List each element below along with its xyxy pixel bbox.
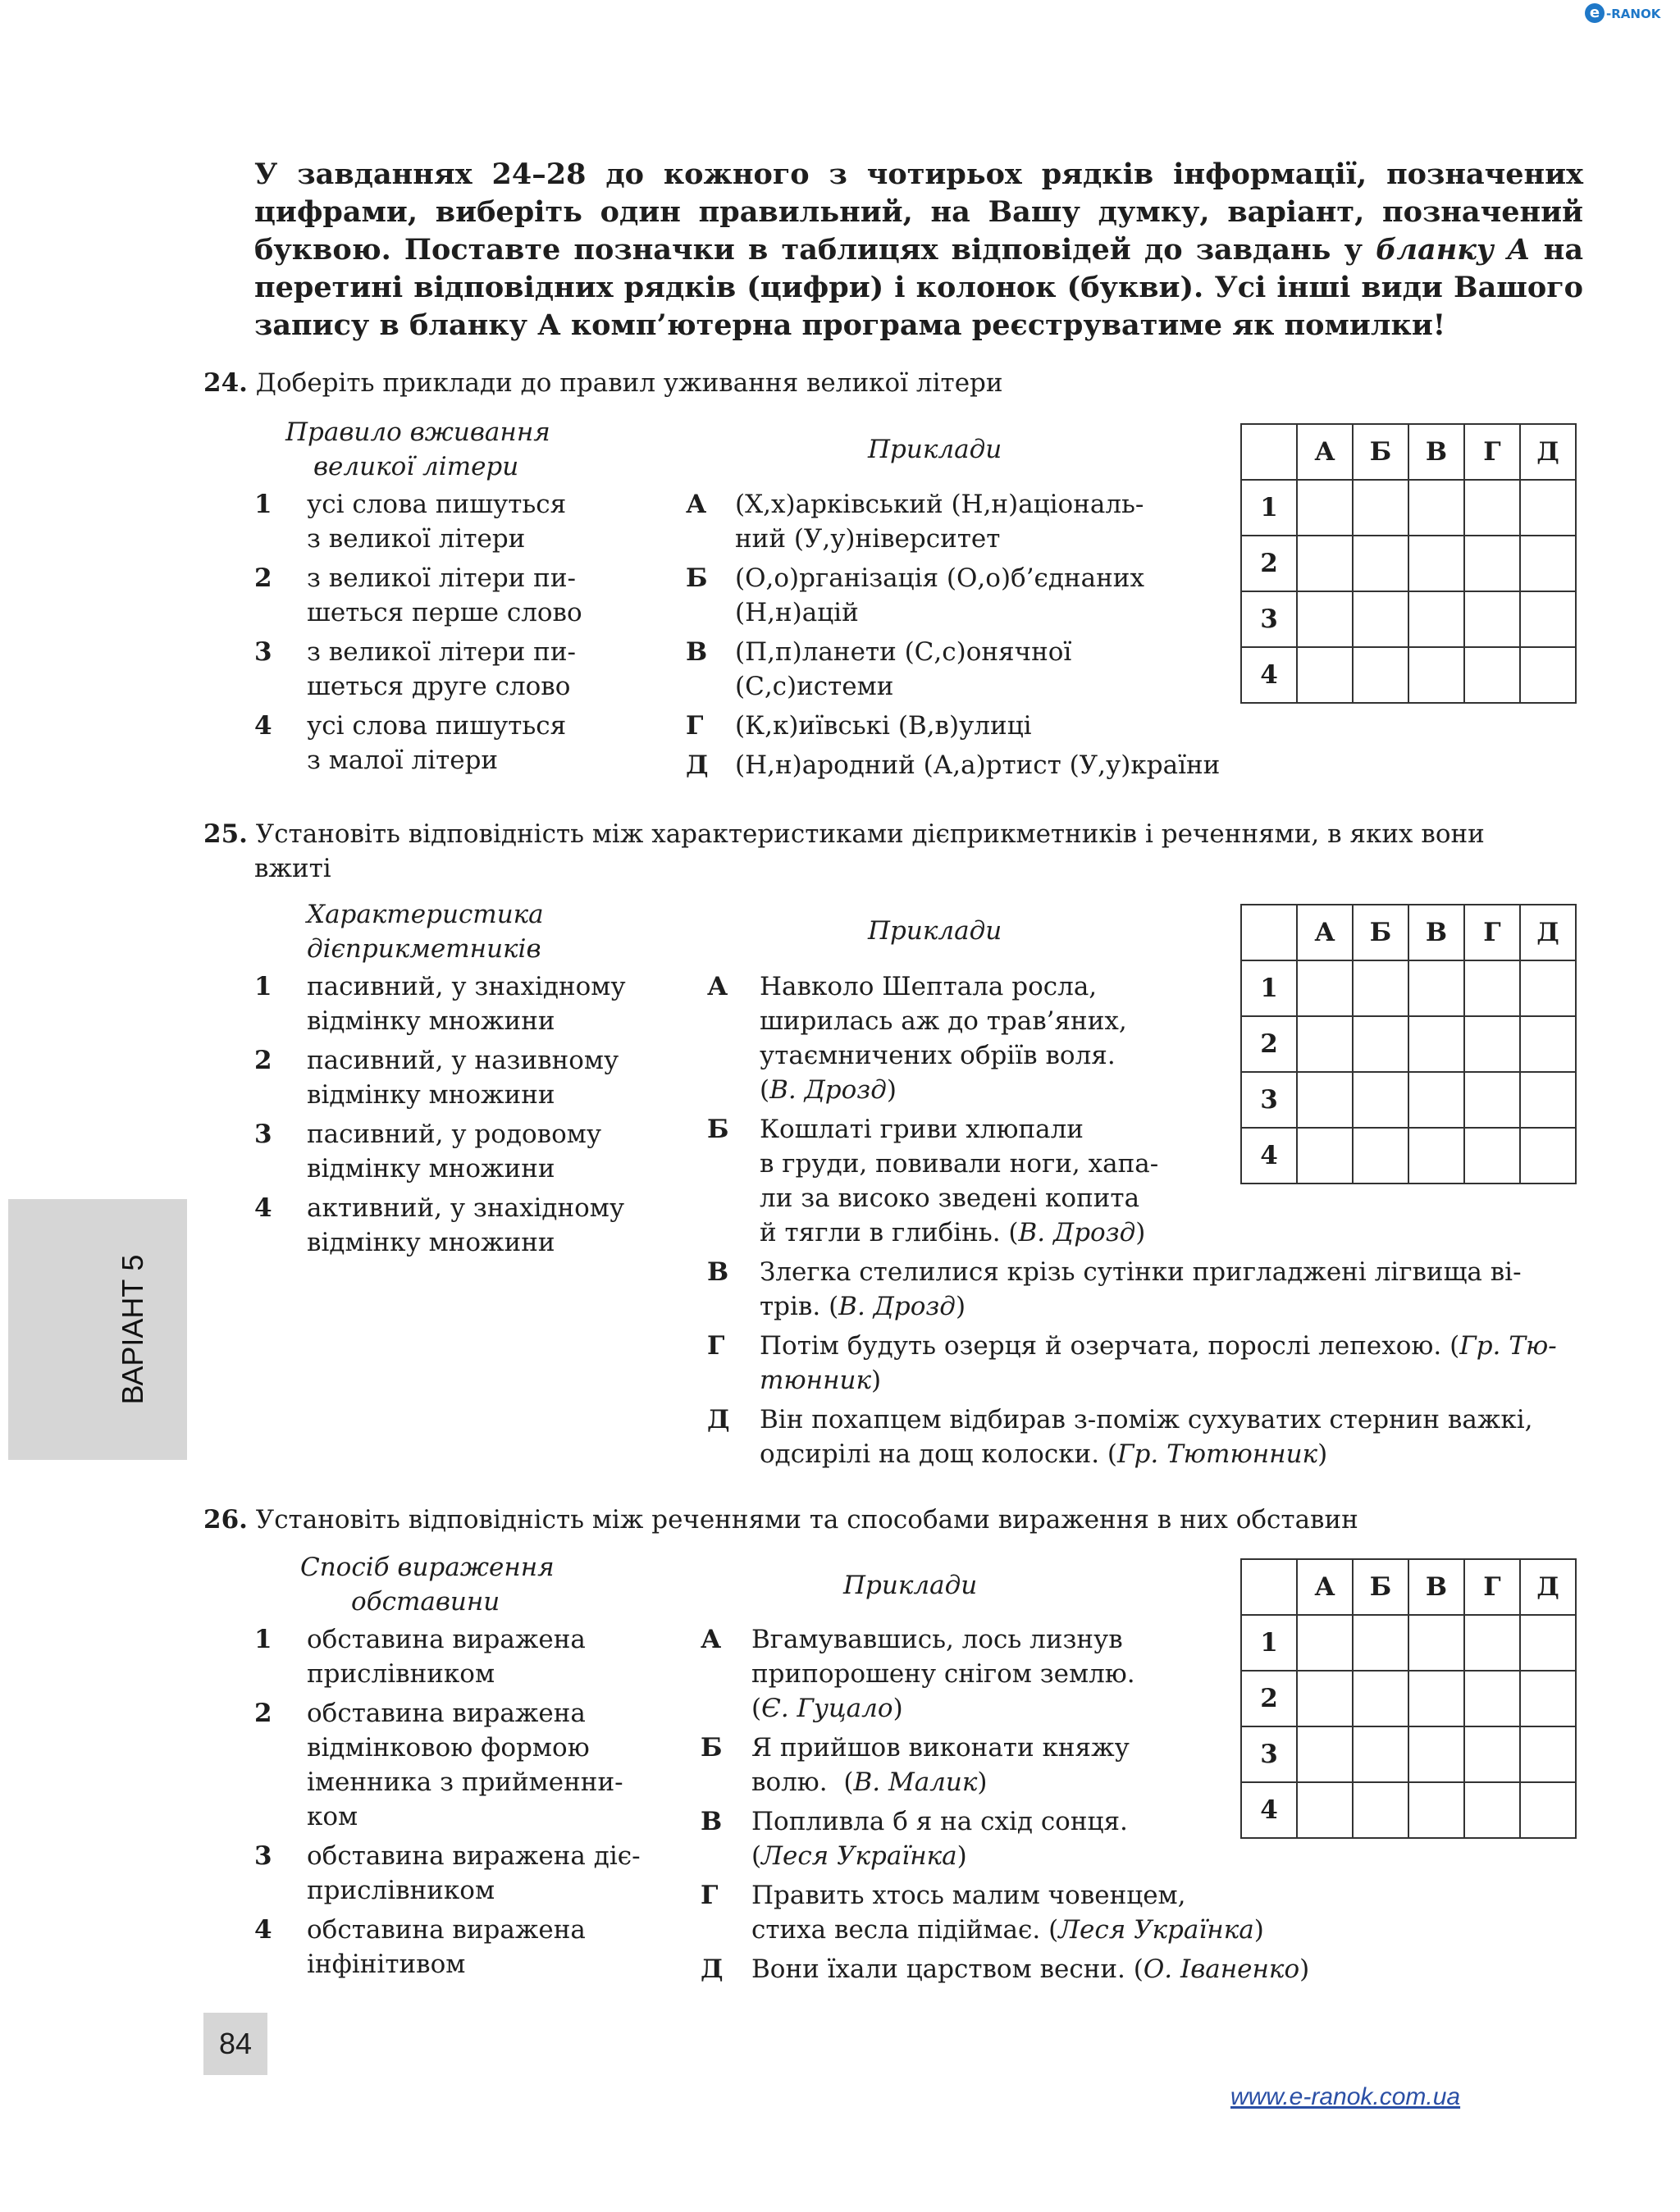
text: ): [886, 1075, 897, 1105]
q25-right-header: Приклади: [868, 916, 1002, 946]
answer-cell[interactable]: [1464, 647, 1520, 703]
q25-rule-num: 4: [254, 1193, 272, 1223]
answer-cell[interactable]: [1353, 1615, 1408, 1671]
q24-rule-line: усі слова пишуться: [307, 711, 567, 741]
answer-cell[interactable]: [1408, 647, 1464, 703]
question-26-title: [203, 1503, 1590, 1537]
instructions-text-1: У завданнях 24–28 до кожного з чотирьох рядків інформації, позначених цифрами, виберіть один правильний, на Вашу думку, варіант, позначений буквою. Поставте позначки в таблицях відповідей до завдань у: [254, 157, 1583, 267]
q25-rule-line: пасивний, у називному: [307, 1046, 619, 1075]
q25-rule-line: активний, у знахідному: [307, 1193, 625, 1223]
grid-row-header: 4: [1241, 1128, 1297, 1184]
answer-cell[interactable]: [1520, 1671, 1576, 1726]
q24-example-letter: Д: [686, 750, 709, 780]
logo-letter: e: [1585, 3, 1605, 23]
answer-cell[interactable]: [1297, 1016, 1353, 1072]
answer-cell[interactable]: [1520, 1128, 1576, 1184]
q24-example-letter: Б: [686, 563, 708, 593]
q25-example-line: в груди, повивали ноги, хапа-: [760, 1149, 1159, 1179]
instructions-italic: бланку А: [1376, 233, 1531, 267]
q26-example-line: [751, 1839, 967, 1873]
instructions: [254, 156, 1583, 344]
grid-col-header: Д: [1520, 424, 1576, 480]
q24-example-letter: А: [686, 490, 707, 519]
q24-example-line: ний (У,у)ніверситет: [735, 524, 1001, 554]
text: ): [1135, 1218, 1146, 1247]
answer-cell[interactable]: [1408, 1072, 1464, 1128]
author: В. Дрозд: [1018, 1218, 1136, 1247]
text: (: [760, 1075, 770, 1105]
q26-left-header-2: обставини: [351, 1587, 500, 1617]
q25-example-line: ли за високо зведені копита: [760, 1184, 1140, 1213]
q25-left-header-1: Характеристика: [307, 900, 544, 929]
text: ): [871, 1366, 882, 1395]
q26-left-header-1: Спосіб вираження: [300, 1553, 555, 1582]
grid-corner: [1241, 1559, 1297, 1615]
q25-example-line: [760, 1437, 1327, 1471]
q25-example-line: [760, 1289, 966, 1324]
answer-cell[interactable]: [1353, 1671, 1408, 1726]
grid-col-header: В: [1408, 905, 1464, 960]
grid-row-header: 2: [1241, 536, 1297, 591]
q26-rule-line: інфінітивом: [307, 1950, 466, 1979]
text: (: [751, 1841, 762, 1871]
answer-cell[interactable]: [1464, 1671, 1520, 1726]
answer-cell[interactable]: [1353, 1128, 1408, 1184]
q25-example-line: Він похапцем відбирав з-поміж сухуватих стернин важкі,: [760, 1405, 1533, 1434]
answer-cell[interactable]: [1353, 1726, 1408, 1782]
grid-corner: [1241, 905, 1297, 960]
q24-right-header: Приклади: [868, 435, 1002, 464]
q24-example-line: (Н,н)ародний (А,а)ртист (У,у)країни: [735, 750, 1221, 780]
q26-example-letter: Д: [701, 1954, 724, 1984]
answer-cell[interactable]: [1520, 1615, 1576, 1671]
q26-rule-num: 1: [254, 1625, 272, 1654]
q24-example-letter: В: [686, 637, 708, 667]
q24-example-letter: Г: [686, 711, 704, 741]
answer-cell[interactable]: [1297, 1072, 1353, 1128]
q26-answer-grid: [1240, 1558, 1577, 1839]
answer-cell[interactable]: [1464, 1615, 1520, 1671]
q26-right-header: Приклади: [843, 1571, 978, 1600]
q26-rule-num: 2: [254, 1699, 272, 1728]
grid-row-header: 2: [1241, 1671, 1297, 1726]
question-text: Установіть відповідність між характеристиками дієприкметників і реченнями, в яких вони: [255, 819, 1485, 849]
text: одсирілі на дощ колоски. (: [760, 1439, 1118, 1469]
grid-row-header: 3: [1241, 1726, 1297, 1782]
answer-cell[interactable]: [1297, 647, 1353, 703]
text: (: [751, 1694, 762, 1723]
text: волю. (: [751, 1767, 854, 1797]
answer-cell[interactable]: [1408, 1726, 1464, 1782]
q24-rule-line: усі слова пишуться: [307, 490, 567, 519]
q26-rule-num: 3: [254, 1841, 272, 1871]
q25-example-letter: Г: [707, 1331, 725, 1361]
answer-cell[interactable]: [1520, 480, 1576, 536]
grid-col-header: Г: [1464, 424, 1520, 480]
variant-label: ВАРІАНТ 5: [116, 1254, 149, 1405]
q25-rule-line: пасивний, у родовому: [307, 1120, 602, 1149]
q26-example-line: Править хтось малим човенцем,: [751, 1881, 1186, 1910]
answer-cell[interactable]: [1297, 536, 1353, 591]
author: Леся Українка: [761, 1841, 957, 1871]
q26-rule-line: відмінковою формою: [307, 1733, 590, 1763]
grid-row-header: 3: [1241, 1072, 1297, 1128]
answer-cell[interactable]: [1464, 1726, 1520, 1782]
q24-example-line: (П,п)ланети (С,с)онячної: [735, 637, 1072, 667]
text: ): [1253, 1915, 1264, 1945]
q25-rule-line: пасивний, у знахідному: [307, 972, 626, 1001]
answer-cell[interactable]: [1353, 480, 1408, 536]
q26-example-letter: А: [701, 1625, 722, 1654]
question-24-title: [203, 366, 1590, 400]
answer-cell[interactable]: [1408, 960, 1464, 1016]
variant-side-tab: [8, 1199, 187, 1460]
answer-cell[interactable]: [1408, 480, 1464, 536]
answer-cell[interactable]: [1408, 1016, 1464, 1072]
answer-cell[interactable]: [1520, 1782, 1576, 1838]
q24-example-line: (Н,н)ацій: [735, 598, 859, 627]
grid-row-header: 3: [1241, 591, 1297, 647]
q25-rule-line: відмінку множини: [307, 1154, 555, 1184]
q24-example-line: (Х,х)арківський (Н,н)аціональ-: [735, 490, 1144, 519]
q25-rule-num: 1: [254, 972, 272, 1001]
answer-cell[interactable]: [1297, 1128, 1353, 1184]
text: й тягли в глибінь. (: [760, 1218, 1019, 1247]
answer-cell[interactable]: [1520, 1016, 1576, 1072]
answer-cell[interactable]: [1520, 960, 1576, 1016]
text: ): [956, 1841, 967, 1871]
answer-cell[interactable]: [1464, 1782, 1520, 1838]
answer-cell[interactable]: [1464, 1072, 1520, 1128]
grid-col-header: Б: [1353, 1559, 1408, 1615]
answer-cell[interactable]: [1353, 1016, 1408, 1072]
q25-left-header-2: дієприкметників: [307, 934, 541, 964]
q24-left-header-1: Правило вживання: [285, 417, 550, 447]
author: Леся Українка: [1058, 1915, 1254, 1945]
answer-cell[interactable]: [1464, 536, 1520, 591]
q26-example-line: [751, 1913, 1264, 1947]
q24-rule-line: з великої літери пи-: [307, 637, 576, 667]
q25-answer-grid: [1240, 904, 1577, 1184]
answer-cell[interactable]: [1353, 960, 1408, 1016]
grid-col-header: А: [1297, 424, 1353, 480]
q26-example-line: [751, 1765, 988, 1799]
q26-example-letter: Г: [701, 1881, 719, 1910]
answer-cell[interactable]: [1297, 1615, 1353, 1671]
answer-cell[interactable]: [1464, 960, 1520, 1016]
page-number: 84: [203, 2013, 267, 2075]
author: тюнник: [760, 1366, 872, 1395]
grid-col-header: Б: [1353, 424, 1408, 480]
answer-cell[interactable]: [1408, 536, 1464, 591]
q26-rule-num: 4: [254, 1915, 272, 1945]
answer-cell[interactable]: [1353, 591, 1408, 647]
question-25-title-cont: вжиті: [254, 854, 331, 883]
footer-link[interactable]: www.e-ranok.com.ua: [1230, 2083, 1461, 2110]
q25-example-line: утаємничених обріїв воля.: [760, 1041, 1116, 1070]
q26-rule-line: прислівником: [307, 1659, 495, 1689]
author: В. Дрозд: [769, 1075, 887, 1105]
q25-example-letter: В: [707, 1257, 729, 1287]
question-text: Установіть відповідність між реченнями та способами вираження в них обставин: [255, 1505, 1358, 1535]
grid-corner: [1241, 424, 1297, 480]
answer-cell[interactable]: [1520, 536, 1576, 591]
grid-col-header: Д: [1520, 1559, 1576, 1615]
text: ): [1299, 1954, 1310, 1984]
publisher-logo: [1585, 3, 1667, 25]
q26-example-letter: Б: [701, 1733, 723, 1763]
answer-cell[interactable]: [1297, 1671, 1353, 1726]
question-number: 26.: [203, 1505, 248, 1535]
answer-cell[interactable]: [1408, 591, 1464, 647]
q25-example-line: [760, 1215, 1145, 1250]
grid-col-header: Г: [1464, 1559, 1520, 1615]
question-number: 25.: [203, 819, 248, 849]
q26-rule-line: обставина виражена: [307, 1625, 586, 1654]
q26-example-line: припорошену снігом землю.: [751, 1659, 1135, 1689]
grid-row-header: 2: [1241, 1016, 1297, 1072]
grid-col-header: А: [1297, 905, 1353, 960]
q24-rule-num: 4: [254, 711, 272, 741]
q26-rule-line: прислівником: [307, 1876, 495, 1905]
answer-cell[interactable]: [1464, 1016, 1520, 1072]
grid-row-header: 4: [1241, 1782, 1297, 1838]
q26-example-line: Вгамувавшись, лось лизнув: [751, 1625, 1123, 1654]
grid-row-header: 1: [1241, 480, 1297, 536]
answer-cell[interactable]: [1297, 591, 1353, 647]
answer-cell[interactable]: [1408, 1671, 1464, 1726]
text: ): [1317, 1439, 1328, 1469]
answer-cell[interactable]: [1353, 1782, 1408, 1838]
q25-example-line: [760, 1329, 1557, 1363]
author: В. Малик: [853, 1767, 978, 1797]
answer-cell[interactable]: [1297, 480, 1353, 536]
q25-example-line: Кошлаті гриви хлюпали: [760, 1115, 1084, 1144]
q26-rule-line: обставина виражена діє-: [307, 1841, 641, 1871]
q24-left-header-2: великої літери: [313, 452, 519, 481]
question-text: Доберіть приклади до правил уживання великої літери: [255, 368, 1003, 398]
q24-example-line: (К,к)иївські (В,в)улиці: [735, 711, 1032, 741]
grid-col-header: В: [1408, 1559, 1464, 1615]
q26-example-line: [751, 1691, 903, 1726]
q24-example-line: (О,о)рганізація (О,о)б’єднаних: [735, 563, 1144, 593]
author: Є. Гуцало: [761, 1694, 893, 1723]
answer-cell[interactable]: [1353, 647, 1408, 703]
q25-example-line: Злегка стелилися крізь сутінки пригладжені лігвища ві-: [760, 1257, 1522, 1287]
text: ): [955, 1292, 966, 1321]
q25-example-letter: Б: [707, 1115, 729, 1144]
grid-col-header: В: [1408, 424, 1464, 480]
q25-example-line: [760, 1073, 897, 1107]
author: Гр. Тю-: [1459, 1331, 1557, 1361]
answer-cell[interactable]: [1408, 1782, 1464, 1838]
q25-example-line: [760, 1363, 881, 1398]
q26-example-letter: В: [701, 1807, 723, 1836]
q26-rule-line: ком: [307, 1802, 358, 1831]
q25-rule-num: 2: [254, 1046, 272, 1075]
q24-rule-num: 1: [254, 490, 272, 519]
q25-rule-line: відмінку множини: [307, 1228, 555, 1257]
q26-rule-line: обставина виражена: [307, 1915, 586, 1945]
q25-rule-line: відмінку множини: [307, 1006, 555, 1036]
q24-rule-num: 2: [254, 563, 272, 593]
answer-cell[interactable]: [1464, 1128, 1520, 1184]
question-25-title: [203, 817, 1590, 851]
text: Потім будуть озерця й озерчата, порослі лепехою. (: [760, 1331, 1460, 1361]
grid-row-header: 1: [1241, 1615, 1297, 1671]
author: О. Іваненко: [1143, 1954, 1300, 1984]
answer-cell[interactable]: [1520, 1726, 1576, 1782]
q26-example-line: Попливла б я на схід сонця.: [751, 1807, 1128, 1836]
q26-rule-line: обставина виражена: [307, 1699, 586, 1728]
q26-rule-line: іменника з прийменни-: [307, 1767, 623, 1797]
answer-cell[interactable]: [1464, 480, 1520, 536]
author: Гр. Тютюнник: [1117, 1439, 1318, 1469]
text: ): [892, 1694, 903, 1723]
answer-cell[interactable]: [1297, 1726, 1353, 1782]
q24-answer-grid: [1240, 423, 1577, 704]
answer-cell[interactable]: [1353, 1072, 1408, 1128]
q24-example-line: (С,с)истеми: [735, 672, 894, 701]
q24-rule-line: шеться друге слово: [307, 672, 571, 701]
answer-cell[interactable]: [1408, 1615, 1464, 1671]
q24-rule-line: з великої літери: [307, 524, 526, 554]
q26-example-line: Я прийшов виконати княжу: [751, 1733, 1130, 1763]
q25-rule-num: 3: [254, 1120, 272, 1149]
q25-example-letter: Д: [707, 1405, 730, 1434]
instructions-text-2: на перетині відповідних рядків (цифри) і колонок (букви). Усі інші види Вашого запису в бланку А комп’ютерна програма реєструватиме як помилки!: [254, 233, 1584, 342]
text: трів. (: [760, 1292, 839, 1321]
q24-rule-line: з великої літери пи-: [307, 563, 576, 593]
answer-cell[interactable]: [1520, 1072, 1576, 1128]
answer-cell[interactable]: [1408, 1128, 1464, 1184]
text: Вони їхали царством весни. (: [751, 1954, 1144, 1984]
text: ): [977, 1767, 988, 1797]
logo-text: -RANOK: [1606, 7, 1661, 21]
answer-cell[interactable]: [1464, 591, 1520, 647]
q24-rule-line: шеться перше слово: [307, 598, 582, 627]
text: стиха весла підіймає. (: [751, 1915, 1059, 1945]
q26-example-line: [751, 1952, 1309, 1986]
grid-col-header: Г: [1464, 905, 1520, 960]
answer-cell[interactable]: [1297, 960, 1353, 1016]
grid-col-header: А: [1297, 1559, 1353, 1615]
answer-cell[interactable]: [1520, 647, 1576, 703]
q25-rule-line: відмінку множини: [307, 1080, 555, 1110]
q25-example-letter: А: [707, 972, 728, 1001]
q25-example-line: Навколо Шептала росла,: [760, 972, 1098, 1001]
grid-col-header: Б: [1353, 905, 1408, 960]
question-number: 24.: [203, 368, 248, 398]
grid-row-header: 1: [1241, 960, 1297, 1016]
q25-example-line: ширилась аж до трав’яних,: [760, 1006, 1127, 1036]
author: В. Дрозд: [838, 1292, 956, 1321]
answer-cell[interactable]: [1353, 536, 1408, 591]
answer-cell[interactable]: [1520, 591, 1576, 647]
grid-col-header: Д: [1520, 905, 1576, 960]
q24-rule-num: 3: [254, 637, 272, 667]
answer-cell[interactable]: [1297, 1782, 1353, 1838]
grid-row-header: 4: [1241, 647, 1297, 703]
q24-rule-line: з малої літери: [307, 746, 499, 775]
